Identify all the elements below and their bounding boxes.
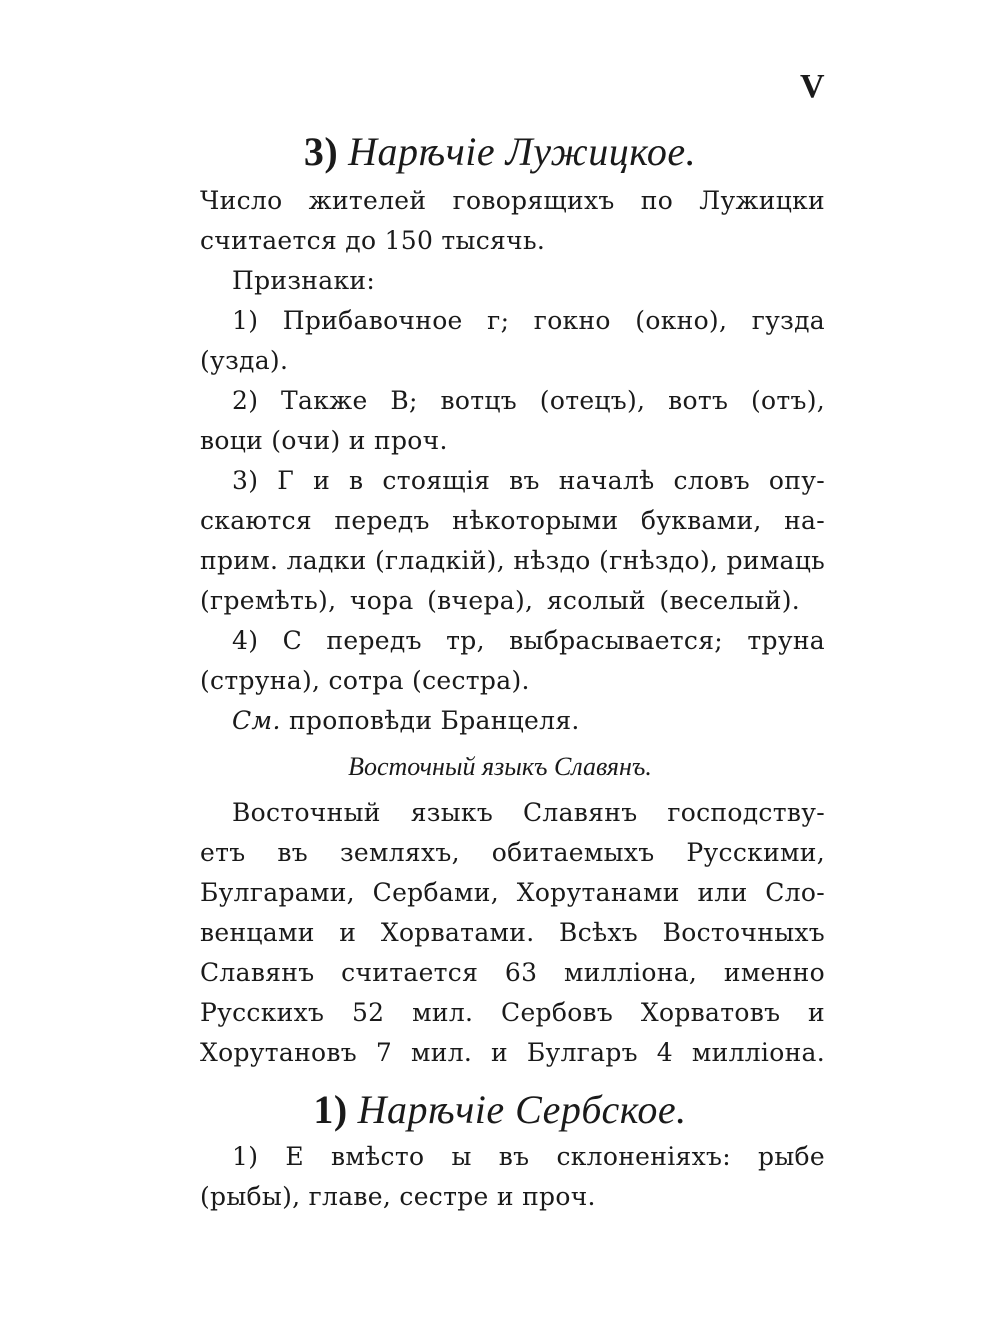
paragraph-line: Булгарами, Сербами, Хорутанами или Сло- [200, 878, 825, 907]
text-line: 3) Г и в стоящія въ началѣ словъ опу- [232, 466, 825, 495]
text-line: 1) Прибавочное г; гокно (окно), гузда [232, 306, 825, 335]
text-line: Признаки: [232, 266, 376, 295]
text-line: воци (очи) и проч. [200, 426, 448, 455]
paragraph-line: Славянъ считается 63 милліона, именно [200, 958, 825, 987]
text-line: (гремѣть), чора (вчера), ясолый (веселый). [200, 586, 800, 615]
text-line: скаются передъ нѣкоторыми буквами, на- [200, 506, 825, 535]
text-line: (рыбы), главе, сестре и проч. [200, 1182, 596, 1211]
text-line: 1) Е вмѣсто ы въ склоненіяхъ: рыбе [232, 1142, 825, 1171]
subheading-eastern-language: Восточный языкъ Славянъ. [348, 752, 652, 781]
text-line: 4) С передъ тр, выбрасывается; труна [232, 626, 825, 655]
see-label: См. [232, 706, 281, 735]
section-number: 3) [303, 129, 339, 174]
page-number: V [800, 68, 825, 105]
text-line: Число жителей говорящихъ по Лужицки [200, 186, 825, 215]
text-line: 2) Также В; вотцъ (отецъ), вотъ (отъ), [232, 386, 825, 415]
section-title: Нарѣчіе Лужицкое. [348, 129, 697, 174]
section-heading-lusatian [0, 128, 1000, 175]
text-line: (струна), сотра (сестра). [200, 666, 530, 695]
section-title: Нарѣчіе Сербское. [357, 1087, 687, 1132]
text-line: считается до 150 тысячь. [200, 226, 546, 255]
see-reference [232, 706, 580, 735]
paragraph-line: етъ въ земляхъ, обитаемыхъ Русскими, [200, 838, 825, 867]
see-text: проповѣди Бранцеля. [288, 706, 580, 735]
paragraph-line: Русскихъ 52 мил. Сербовъ Хорватовъ и [200, 998, 825, 1027]
section-heading-serbian [0, 1086, 1000, 1133]
section-number: 1) [313, 1087, 348, 1132]
paragraph-line: Восточный языкъ Славянъ господству- [232, 798, 825, 827]
text-line: прим. ладки (гладкій), нѣздо (гнѣздо), римаць [200, 546, 825, 575]
text-line: (узда). [200, 346, 289, 375]
paragraph-line: венцами и Хорватами. Всѣхъ Восточныхъ [200, 918, 825, 947]
paragraph-line: Хорутановъ 7 мил. и Булгаръ 4 милліона. [200, 1038, 825, 1067]
